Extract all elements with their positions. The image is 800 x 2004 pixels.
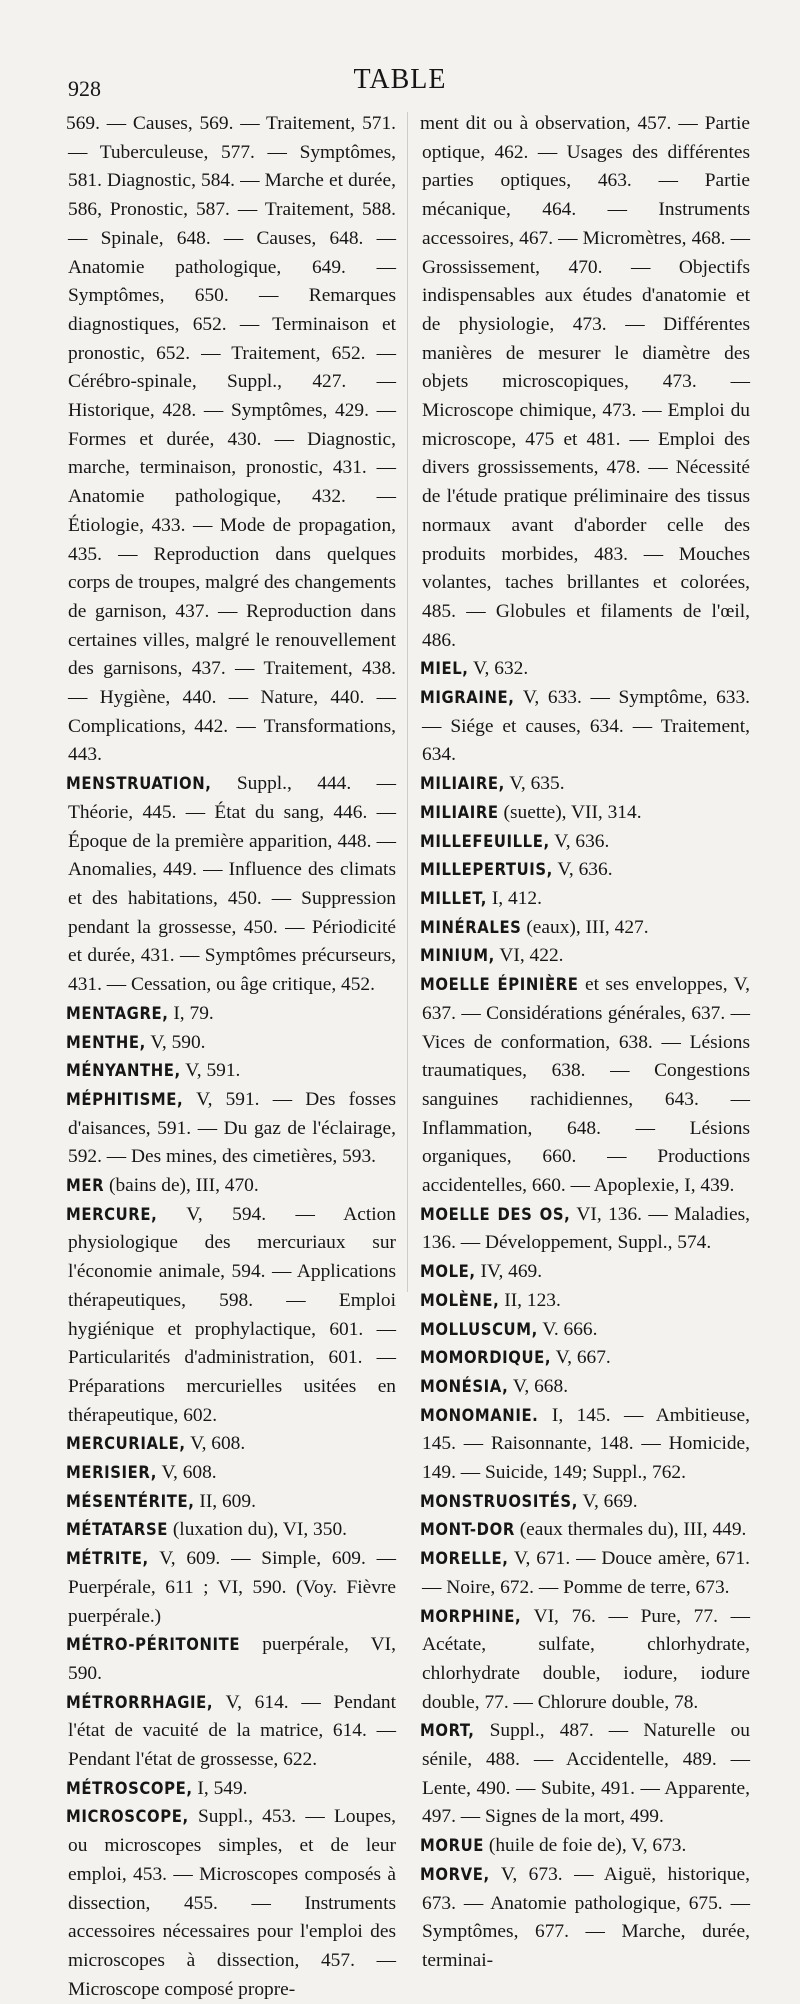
entry-headword: MILLEFEUILLE,: [420, 831, 550, 851]
entry-references: V. 666.: [542, 1318, 598, 1340]
index-entry: [68, 1631, 396, 1688]
index-entry: [68, 1029, 396, 1058]
entry-references: II, 609.: [199, 1490, 256, 1512]
entry-references: I, 79.: [173, 1002, 214, 1024]
index-entry: [68, 1775, 396, 1804]
entry-references: V, 591.: [185, 1060, 241, 1082]
index-entry: [422, 1603, 750, 1718]
entry-headword: MINIUM,: [420, 946, 495, 966]
entry-headword: MENSTRUATION,: [66, 774, 212, 794]
index-entry: [68, 1545, 396, 1631]
index-entry: [422, 1545, 750, 1602]
entry-references: Suppl., 453. — Loupes, ou microscopes simples, et de leur emploi, 453. — Microscopes composés à dissection, 455. — Instruments accessoires nécessaires pour l'emploi des microscopes à dissection, 457. — Microscope composé propre-: [68, 1806, 396, 2000]
entry-headword: MÉTRITE,: [66, 1549, 149, 1569]
entry-headword: MENTAGRE,: [66, 1003, 169, 1023]
entry-references: V, 671. — Douce amère, 671. — Noire, 672. — Pomme de terre, 673.: [422, 1548, 750, 1598]
index-entry: [422, 914, 750, 943]
entry-headword: MOMORDIQUE,: [420, 1348, 552, 1368]
entry-headword: MÉNYANTHE,: [66, 1061, 181, 1081]
entry-references: V, 614. — Pendant l'état de vacuité de la matrice, 614. — Pendant l'état de grossesse, 622.: [68, 1691, 396, 1771]
entry-headword: MONSTRUOSITÉS,: [420, 1491, 578, 1511]
entry-references: VI, 136. — Maladies, 136. — Développement, Suppl., 574.: [422, 1203, 750, 1254]
index-entry: [422, 1258, 750, 1287]
entry-references: I, 145. — Ambitieuse, 145. — Raisonnante, 148. — Homicide, 149. — Suicide, 149; Suppl., 762.: [422, 1404, 750, 1484]
entry-headword: MERCURIALE,: [66, 1434, 186, 1454]
entry-headword: MILLEPERTUIS,: [420, 860, 553, 880]
entry-headword: MÉTRORRHAGIE,: [66, 1692, 214, 1712]
right-column: [422, 110, 750, 1976]
entry-references: V, 667.: [555, 1347, 611, 1369]
index-entry: [68, 1516, 396, 1545]
entry-references: VI, 422.: [499, 945, 564, 967]
index-entry: [422, 1287, 750, 1316]
index-entry: [68, 1201, 396, 1431]
index-entry: [422, 1832, 750, 1861]
index-entry: [422, 1717, 750, 1832]
index-entry: [68, 1000, 396, 1029]
entry-headword: MÉPHITISME,: [66, 1089, 184, 1109]
entry-references: V, 668.: [512, 1375, 569, 1397]
entry-references: V, 633. — Symptôme, 633. — Siége et causes, 634. — Traitement, 634.: [422, 687, 750, 766]
entry-headword: MOLLUSCUM,: [420, 1319, 538, 1339]
entry-headword: MERISIER,: [66, 1463, 158, 1483]
entry-headword: MILIAIRE: [420, 802, 499, 822]
entry-headword: MOLE,: [420, 1262, 476, 1282]
index-entry: [68, 1057, 396, 1086]
index-entry: [68, 770, 396, 1000]
entry-headword: MILIAIRE,: [420, 774, 505, 794]
entry-references: VI, 76. — Pure, 77. — Acétate, sulfate, chlorhydrate, chlorhydrate double, iodure, iodure double, 77. — Chlorure double, 78.: [422, 1605, 750, 1713]
index-entry: [68, 1086, 396, 1172]
index-entry: [422, 1488, 750, 1517]
entry-references: (bains de), III, 470.: [109, 1175, 259, 1197]
entry-headword: MONOMANIE.: [420, 1405, 539, 1425]
index-entry: [422, 1344, 750, 1373]
entry-headword: MORVE,: [420, 1864, 490, 1884]
column-divider: [407, 112, 408, 1292]
entry-references: V, 591. — Des fosses d'aisances, 591. — Du gaz de l'éclairage, 592. — Des mines, des cimetières, 593.: [68, 1088, 396, 1168]
entry-headword: MONT-DOR: [420, 1520, 515, 1540]
entry-references: V, 669.: [582, 1490, 638, 1512]
entry-headword: MERCURE,: [66, 1204, 158, 1224]
entry-headword: MOELLE DES OS,: [420, 1204, 571, 1224]
entry-references: (suette), VII, 314.: [503, 801, 642, 823]
entry-references: V, 635.: [509, 773, 565, 795]
entry-references: V, 608.: [190, 1433, 246, 1455]
entry-references: V, 636.: [554, 830, 610, 852]
entry-headword: MIGRAINE,: [420, 688, 515, 708]
entry-references: puerpérale, VI, 590.: [68, 1634, 396, 1684]
entry-headword: MILLET,: [420, 888, 487, 908]
index-entry: [68, 1430, 396, 1459]
entry-references: V, 594. — Action physiologique des mercuriaux sur l'économie animale, 594. — Applications thérapeutiques, 598. — Emploi hygiénique et prophylactique, 601. — Particularités d'administration, 601. — Préparations mercurielles usitées en thérapeutique, 602.: [68, 1203, 396, 1426]
entry-references: V, 636.: [557, 859, 613, 881]
entry-references: II, 123.: [504, 1289, 561, 1311]
index-entry: [422, 1516, 750, 1545]
index-entry: [422, 856, 750, 885]
entry-references: V, 632.: [473, 658, 529, 680]
entry-references: (huile de foie de), V, 673.: [488, 1835, 687, 1857]
entry-headword: MENTHE,: [66, 1032, 146, 1052]
entry-references: (eaux thermales du), III, 449.: [519, 1519, 747, 1541]
entry-headword: MORT,: [420, 1721, 475, 1741]
entry-references: ment dit ou à observation, 457. — Partie optique, 462. — Usages des différentes parties optiques, 463. — Partie mécanique, 464. — Instruments accessoires, 467. — Micromètres, 468. — Grossissement, 470. — Objectifs indispensables aux études d'anatomie et de physiologie, 473. — Différentes manières de mesurer le diamètre des objets microscopiques, 473. — Microscope chimique, 473. — Emploi du microscope, 475 et 481. — Emploi des divers grossissements, 478. — Nécessité de l'étude pratique préliminaire des tissus normaux avant d'aborder celle des produits morbides, 483. — Mouches volantes, taches brillantes et colorées, 485. — Globules et filaments de l'œil, 486.: [420, 113, 750, 651]
entry-headword: MOELLE ÉPINIÈRE: [420, 975, 579, 995]
index-entry: [422, 1373, 750, 1402]
entry-headword: MÉTROSCOPE,: [66, 1778, 193, 1798]
entry-headword: MIEL,: [420, 659, 469, 679]
index-entry: [68, 1488, 396, 1517]
entry-references: V, 673. — Aiguë, historique, 673. — Anatomie pathologique, 675. — Symptômes, 677. — Marche, durée, terminai-: [422, 1863, 750, 1971]
index-entry: [422, 1316, 750, 1345]
entry-references: (luxation du), VI, 350.: [172, 1519, 347, 1541]
entry-references: IV, 469.: [480, 1261, 543, 1283]
entry-headword: MOLÈNE,: [420, 1290, 500, 1310]
index-entry: [68, 1689, 396, 1775]
entry-references: V, 609. — Simple, 609. — Puerpérale, 611 ; VI, 590. (Voy. Fièvre puerpérale.): [68, 1548, 397, 1627]
index-entry: [422, 799, 750, 828]
index-entry: [422, 1402, 750, 1488]
entry-headword: MÉTRO-PÉRITONITE: [66, 1635, 241, 1655]
index-entry: [422, 1201, 750, 1258]
index-entry: [422, 1861, 750, 1976]
index-entry: [422, 684, 750, 770]
entry-headword: MORELLE,: [420, 1549, 509, 1569]
entry-headword: MONÉSIA,: [420, 1376, 509, 1396]
entry-references: et ses enveloppes, V, 637. — Considérations générales, 637. — Vices de conformation, 638. — Lésions traumatiques, 638. — Congestions sanguines rachidiennes, 643. — Inflammation, 648. — Lésions organiques, 660. — Productions accidentelles, 660. — Apoplexie, I, 439.: [422, 974, 750, 1197]
index-entry: [422, 942, 750, 971]
entry-headword: MER: [66, 1176, 105, 1196]
left-column: [68, 110, 396, 2004]
index-entry: [68, 1803, 396, 2004]
entry-references: I, 412.: [491, 887, 542, 909]
entry-references: V, 590.: [150, 1031, 206, 1053]
index-entry: [422, 770, 750, 799]
entry-headword: MÉTATARSE: [66, 1520, 168, 1540]
entry-references: Suppl., 487. — Naturelle ou sénile, 488. — Accidentelle, 489. — Lente, 490. — Subite, 491. — Apparente, 497. — Signes de la mort, 499.: [422, 1720, 750, 1828]
index-entry: [68, 110, 396, 770]
index-entry: [422, 828, 750, 857]
running-title: TABLE: [353, 64, 447, 95]
page-number: 928: [68, 76, 101, 101]
entry-references: (eaux), III, 427.: [526, 916, 649, 938]
index-entry: [68, 1459, 396, 1488]
entry-references: V, 608.: [161, 1462, 217, 1484]
entry-references: I, 549.: [197, 1777, 248, 1799]
entry-references: Suppl., 444. — Théorie, 445. — État du sang, 446. — Époque de la première apparition, 448. — Anomalies, 449. — Influence des climats et des habitations, 450. — Suppression pendant la grossesse, 450. — Périodicité et durée, 431. — Symptômes précurseurs, 431. — Cessation, ou âge critique, 452.: [68, 773, 396, 996]
entry-headword: MICROSCOPE,: [66, 1807, 189, 1827]
index-entry: [422, 885, 750, 914]
index-entry: [422, 655, 750, 684]
entry-headword: MORPHINE,: [420, 1606, 522, 1626]
index-entry: [422, 971, 750, 1201]
entry-references: 569. — Causes, 569. — Traitement, 571. — Tuberculeuse, 577. — Symptômes, 581. Diagnostic, 584. — Marche et durée, 586, Pronostic, 587. — Traitement, 588. — Spinale, 648. — Causes, 648. — Anatomie pathologique, 649. — Symptômes, 650. — Remarques diagnostiques, 652. — Terminaison et pronostic, 652. — Traitement, 652. — Cérébro-spinale, Suppl., 427. — Historique, 428. — Symptômes, 429. — Formes et durée, 430. — Diagnostic, marche, terminaison, pronostic, 431. — Anatomie pathologique, 432. — Étiologie, 433. — Mode de propagation, 435. — Reproduction dans quelques corps de troupes, malgré des changements de garnison, 437. — Reproduction dans certaines villes, malgré le renouvellement des garnisons, 437. — Traitement, 438. — Hygiène, 440. — Nature, 440. — Complications, 442. — Transformations, 443.: [66, 113, 396, 766]
index-entry: [68, 1172, 396, 1201]
entry-headword: MORUE: [420, 1836, 485, 1856]
index-entry: [422, 110, 750, 655]
entry-headword: MÉSENTÉRITE,: [66, 1491, 195, 1511]
entry-headword: MINÉRALES: [420, 917, 522, 937]
